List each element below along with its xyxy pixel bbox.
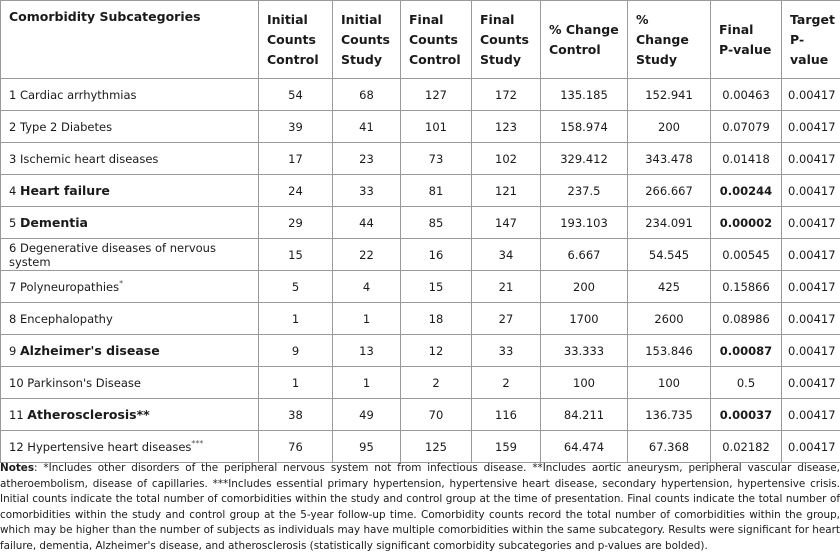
value-cell-fc: 85 [401, 207, 472, 239]
row-number: 6 [9, 241, 16, 255]
value-cell-ic: 5 [259, 271, 333, 303]
value-cell-fs: 33 [472, 335, 541, 367]
value-cell-pc: 84.211 [541, 399, 628, 431]
value-cell-p: 0.00037 [711, 399, 782, 431]
value-cell-p: 0.08986 [711, 303, 782, 335]
column-header-line: Counts [480, 32, 529, 47]
value-cell-ic: 76 [259, 431, 333, 463]
column-header-6 [628, 1, 711, 79]
subcategory-name: Hypertensive heart diseases [27, 440, 191, 454]
subcategory-name: Heart failure [20, 183, 110, 198]
value-cell-fc: 70 [401, 399, 472, 431]
column-header-line: Control [549, 42, 601, 57]
value-cell-is: 44 [333, 207, 401, 239]
value-cell-ps: 266.667 [628, 175, 711, 207]
value-cell-pc: 100 [541, 367, 628, 399]
subcategory-cell [1, 335, 259, 367]
value-cell-ps: 234.091 [628, 207, 711, 239]
value-cell-ps: 67.368 [628, 431, 711, 463]
notes-label: Notes [0, 462, 34, 474]
row-number: 5 [9, 216, 16, 230]
row-number: 10 [9, 376, 24, 390]
value-cell-fs: 21 [472, 271, 541, 303]
column-header-8 [782, 1, 840, 79]
table-row [1, 367, 840, 399]
subcategory-cell [1, 143, 259, 175]
value-cell-pc: 6.667 [541, 239, 628, 271]
subcategory-name: Type 2 Diabetes [20, 120, 112, 134]
value-cell-p: 0.00463 [711, 79, 782, 111]
column-header-line: Counts [267, 32, 316, 47]
value-cell-ic: 29 [259, 207, 333, 239]
table-notes [0, 461, 840, 555]
value-cell-is: 33 [333, 175, 401, 207]
value-cell-is: 68 [333, 79, 401, 111]
column-header-line: Counts [341, 32, 390, 47]
column-header-line: Comorbidity Subcategories [9, 9, 201, 24]
value-cell-is: 22 [333, 239, 401, 271]
value-cell-is: 1 [333, 367, 401, 399]
row-number: 1 [9, 88, 16, 102]
subcategory-cell [1, 111, 259, 143]
value-cell-ic: 1 [259, 303, 333, 335]
value-cell-ic: 9 [259, 335, 333, 367]
value-cell-t: 0.00417 [782, 399, 840, 431]
table-row [1, 431, 840, 463]
value-cell-fc: 81 [401, 175, 472, 207]
value-cell-is: 4 [333, 271, 401, 303]
column-header-line: Target [790, 12, 835, 27]
value-cell-p: 0.00002 [711, 207, 782, 239]
column-header-2 [333, 1, 401, 79]
notes-text: : *Includes other disorders of the peripheral nervous system not from infectious disease. **Includes aortic aneurysm, peripheral vascular disease, atheroembolism, disease of capillaries. ***Includes essential primary hypertension, hypertensive heart disease, secondary hypertension, hypertensive crisis. Initial counts indicate the total number of comorbidities within the study and control group at the time of presentation. Final counts indicate the total number of comorbidities within the study and control group at the 5-year follow-up time. Comorbidity counts record the total number of comorbidities within the group, which may be higher than the number of subjects as individuals may have multiple comorbidities within the same subcategory. Results were significant for heart failure, dementia, Alzheimer's disease, and atherosclerosis (statistically significant comorbidity subcategories and p-values are bolded). [0, 462, 840, 552]
value-cell-fs: 159 [472, 431, 541, 463]
table-row [1, 239, 840, 271]
value-cell-ps: 136.735 [628, 399, 711, 431]
table-row [1, 335, 840, 367]
row-number: 7 [9, 280, 16, 294]
value-cell-fs: 147 [472, 207, 541, 239]
value-cell-fs: 116 [472, 399, 541, 431]
subcategory-cell [1, 79, 259, 111]
value-cell-ic: 1 [259, 367, 333, 399]
value-cell-p: 0.01418 [711, 143, 782, 175]
column-header-0 [1, 1, 259, 79]
subcategory-name: Ischemic heart diseases [20, 152, 158, 166]
value-cell-ic: 15 [259, 239, 333, 271]
value-cell-p: 0.02182 [711, 431, 782, 463]
value-cell-t: 0.00417 [782, 79, 840, 111]
value-cell-ps: 200 [628, 111, 711, 143]
value-cell-pc: 64.474 [541, 431, 628, 463]
table-row [1, 143, 840, 175]
value-cell-fc: 16 [401, 239, 472, 271]
subcategory-name: Alzheimer's disease [20, 343, 160, 358]
value-cell-fs: 27 [472, 303, 541, 335]
row-number: 12 [9, 440, 24, 454]
column-header-line: Final [719, 22, 753, 37]
subcategory-name: Parkinson's Disease [27, 376, 141, 390]
column-header-1 [259, 1, 333, 79]
value-cell-t: 0.00417 [782, 239, 840, 271]
row-number: 8 [9, 312, 16, 326]
value-cell-ic: 39 [259, 111, 333, 143]
value-cell-fs: 123 [472, 111, 541, 143]
value-cell-ps: 425 [628, 271, 711, 303]
footnote-marker: *** [191, 439, 203, 448]
value-cell-ps: 54.545 [628, 239, 711, 271]
column-header-line: Final [409, 12, 443, 27]
value-cell-ic: 38 [259, 399, 333, 431]
subcategory-cell [1, 239, 259, 271]
column-header-7 [711, 1, 782, 79]
subcategory-cell [1, 271, 259, 303]
row-number: 9 [9, 344, 16, 358]
value-cell-fc: 12 [401, 335, 472, 367]
value-cell-pc: 193.103 [541, 207, 628, 239]
value-cell-ps: 152.941 [628, 79, 711, 111]
value-cell-t: 0.00417 [782, 367, 840, 399]
value-cell-p: 0.5 [711, 367, 782, 399]
table-row [1, 303, 840, 335]
subcategory-cell [1, 207, 259, 239]
value-cell-fs: 172 [472, 79, 541, 111]
value-cell-ps: 2600 [628, 303, 711, 335]
value-cell-fs: 121 [472, 175, 541, 207]
table-row [1, 207, 840, 239]
table-row [1, 399, 840, 431]
column-header-line: Initial [267, 12, 308, 27]
subcategory-cell [1, 175, 259, 207]
value-cell-t: 0.00417 [782, 431, 840, 463]
column-header-line: Study [636, 52, 677, 67]
value-cell-pc: 237.5 [541, 175, 628, 207]
column-header-line: Control [409, 52, 461, 67]
column-header-3 [401, 1, 472, 79]
value-cell-fs: 2 [472, 367, 541, 399]
value-cell-t: 0.00417 [782, 303, 840, 335]
column-header-line: % Change [636, 12, 689, 47]
row-number: 4 [9, 184, 16, 198]
column-header-line: Control [267, 52, 319, 67]
value-cell-fs: 102 [472, 143, 541, 175]
column-header-4 [472, 1, 541, 79]
value-cell-fc: 73 [401, 143, 472, 175]
value-cell-p: 0.07079 [711, 111, 782, 143]
value-cell-is: 23 [333, 143, 401, 175]
value-cell-pc: 158.974 [541, 111, 628, 143]
value-cell-t: 0.00417 [782, 111, 840, 143]
column-header-line: Initial [341, 12, 382, 27]
value-cell-fc: 15 [401, 271, 472, 303]
subcategory-name: Encephalopathy [20, 312, 113, 326]
column-header-line: P-value [790, 32, 828, 67]
value-cell-t: 0.00417 [782, 175, 840, 207]
table-row [1, 79, 840, 111]
value-cell-fc: 127 [401, 79, 472, 111]
value-cell-t: 0.00417 [782, 271, 840, 303]
value-cell-t: 0.00417 [782, 143, 840, 175]
value-cell-pc: 33.333 [541, 335, 628, 367]
value-cell-ps: 153.846 [628, 335, 711, 367]
value-cell-is: 95 [333, 431, 401, 463]
column-header-line: Counts [409, 32, 458, 47]
value-cell-pc: 329.412 [541, 143, 628, 175]
subcategory-cell [1, 399, 259, 431]
value-cell-ic: 17 [259, 143, 333, 175]
value-cell-p: 0.15866 [711, 271, 782, 303]
subcategory-cell [1, 303, 259, 335]
value-cell-fc: 2 [401, 367, 472, 399]
subcategory-name: Cardiac arrhythmias [20, 88, 137, 102]
subcategory-name: Atherosclerosis** [27, 407, 149, 422]
value-cell-is: 13 [333, 335, 401, 367]
value-cell-ic: 54 [259, 79, 333, 111]
value-cell-p: 0.00087 [711, 335, 782, 367]
value-cell-is: 1 [333, 303, 401, 335]
subcategory-name: Dementia [20, 215, 88, 230]
value-cell-is: 49 [333, 399, 401, 431]
value-cell-p: 0.00545 [711, 239, 782, 271]
row-number: 3 [9, 152, 16, 166]
value-cell-ps: 100 [628, 367, 711, 399]
table-body [1, 79, 840, 463]
column-header-line: Study [341, 52, 382, 67]
table-header-row [1, 1, 840, 79]
table-row [1, 111, 840, 143]
value-cell-p: 0.00244 [711, 175, 782, 207]
subcategory-name: Polyneuropathies [20, 280, 119, 294]
column-header-line: P-value [719, 42, 771, 57]
value-cell-fc: 101 [401, 111, 472, 143]
value-cell-fs: 34 [472, 239, 541, 271]
value-cell-fc: 18 [401, 303, 472, 335]
value-cell-t: 0.00417 [782, 207, 840, 239]
row-number: 2 [9, 120, 16, 134]
value-cell-pc: 135.185 [541, 79, 628, 111]
row-number: 11 [9, 408, 24, 422]
value-cell-ps: 343.478 [628, 143, 711, 175]
column-header-5 [541, 1, 628, 79]
value-cell-ic: 24 [259, 175, 333, 207]
subcategory-cell [1, 431, 259, 463]
value-cell-t: 0.00417 [782, 335, 840, 367]
footnote-marker: * [119, 279, 123, 288]
value-cell-is: 41 [333, 111, 401, 143]
subcategory-name: Degenerative diseases of nervous system [9, 241, 216, 269]
value-cell-pc: 200 [541, 271, 628, 303]
column-header-line: % Change [549, 22, 619, 37]
table-row [1, 271, 840, 303]
value-cell-pc: 1700 [541, 303, 628, 335]
column-header-line: Final [480, 12, 514, 27]
table-row [1, 175, 840, 207]
subcategory-cell [1, 367, 259, 399]
column-header-line: Study [480, 52, 521, 67]
value-cell-fc: 125 [401, 431, 472, 463]
